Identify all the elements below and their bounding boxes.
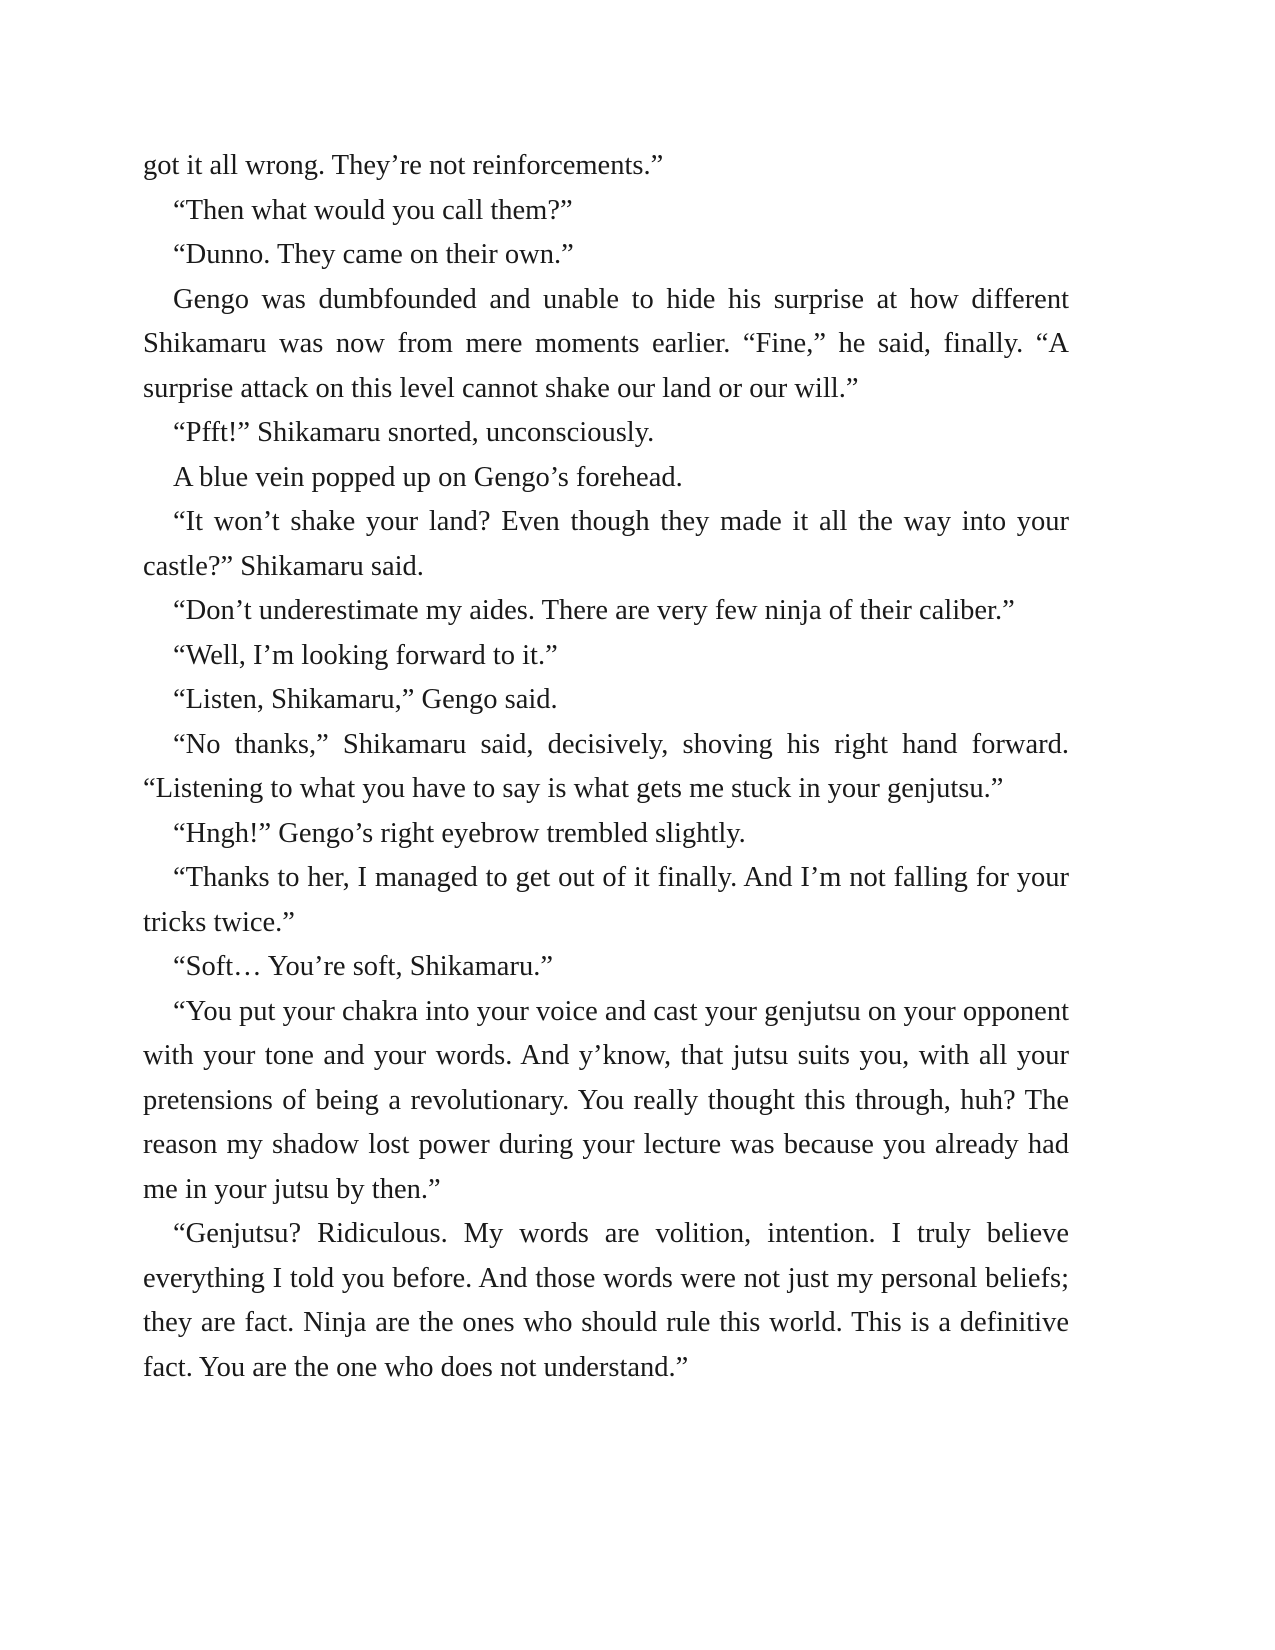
paragraph: “You put your chakra into your voice and cast your genjutsu on your opponent with your tone and your words. And y’know, that jutsu suits you, with all your pretensions of being a revolutionary. You really thought this through, huh? The reason my shadow lost power during your lecture was because you already had me in your jutsu by then.” (143, 995, 1069, 1205)
paragraph: “Well, I’m looking forward to it.” (173, 639, 558, 671)
paragraph: “Genjutsu? Ridiculous. My words are volition, intention. I truly believe everything I told you before. And those words were not just my personal beliefs; they are fact. Ninja are the ones who should rule this world. This is a definitive fact. You are the one who does not understand.” (143, 1218, 1069, 1383)
paragraph: “Thanks to her, I managed to get out of it finally. And I’m not falling for your tricks twice.” (143, 862, 1069, 938)
paragraph: “No thanks,” Shikamaru said, decisively, shoving his right hand forward. “Listening to what you have to say is what gets me stuck in your genjutsu.” (143, 728, 1069, 804)
paragraph: A blue vein popped up on Gengo’s forehead. (173, 461, 683, 493)
paragraph: Gengo was dumbfounded and unable to hide his surprise at how different Shikamaru was now from mere moments earlier. “Fine,” he said, finally. “A surprise attack on this level cannot shake our land or our will.” (143, 283, 1069, 404)
paragraph: “Dunno. They came on their own.” (173, 239, 574, 270)
page-body (143, 144, 1069, 1390)
paragraph: “Soft… You’re soft, Shikamaru.” (173, 951, 553, 982)
paragraph: “It won’t shake your land? Even though they made it all the way into your castle?” Shikamaru said. (143, 506, 1069, 582)
paragraph: “Then what would you call them?” (173, 194, 573, 226)
paragraph: “Pfft!” Shikamaru snorted, unconsciously. (173, 417, 655, 448)
paragraph: “Don’t underestimate my aides. There are very few ninja of their caliber.” (173, 595, 1015, 626)
paragraph-continued: got it all wrong. They’re not reinforcements.” (143, 150, 664, 181)
paragraph: “Listen, Shikamaru,” Gengo said. (173, 684, 558, 715)
paragraph: “Hngh!” Gengo’s right eyebrow trembled slightly. (173, 817, 746, 849)
